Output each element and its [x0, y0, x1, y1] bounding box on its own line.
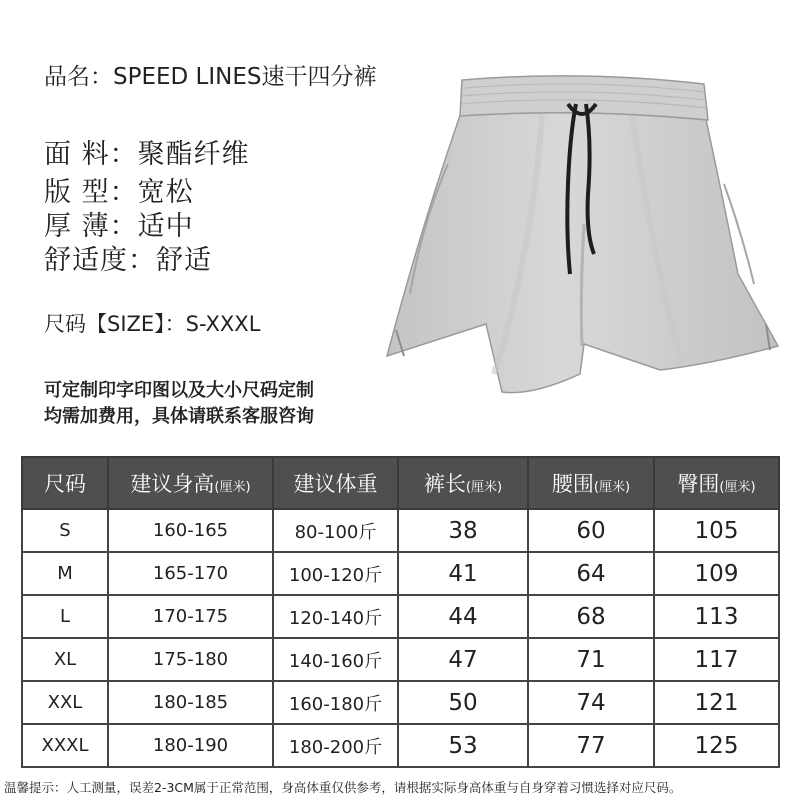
header-label: 建议身高	[130, 472, 215, 496]
header-unit: (厘米)	[719, 480, 756, 495]
custom-note-line-1: 可定制印字印图以及大小尺码定制	[44, 380, 314, 401]
cell-waist: 68	[528, 595, 654, 638]
cell-hip: 113	[654, 595, 779, 638]
cell-weight: 100-120斤	[273, 552, 398, 595]
gray-mesh-shorts-icon	[382, 74, 782, 404]
cell-height: 175-180	[108, 638, 273, 681]
cell-weight: 140-160斤	[273, 638, 398, 681]
header-height	[108, 457, 273, 509]
size-chart-header-row	[22, 457, 779, 509]
cell-weight: 180-200斤	[273, 724, 398, 767]
cell-size: XL	[22, 638, 108, 681]
spec-material	[44, 132, 250, 171]
header-label: 腰围	[551, 472, 594, 496]
table-row	[22, 638, 779, 681]
cell-weight: 80-100斤	[273, 509, 398, 552]
spec-value: 聚酯纤维	[137, 139, 250, 170]
header-label: 臀围	[677, 472, 720, 496]
cell-size: XXL	[22, 681, 108, 724]
measurement-notice: 温馨提示：人工测量，误差2-3CM属于正常范围，身高体重仅供参考，请根据实际身高体重与自身穿着习惯选择对应尺码。	[4, 780, 682, 795]
cell-waist: 71	[528, 638, 654, 681]
cell-size: XXXL	[22, 724, 108, 767]
cell-size: M	[22, 552, 108, 595]
table-row	[22, 724, 779, 767]
cell-hip: 109	[654, 552, 779, 595]
table-row	[22, 595, 779, 638]
spec-label: 厚 薄：	[44, 211, 138, 242]
cell-weight: 120-140斤	[273, 595, 398, 638]
cell-size: S	[22, 509, 108, 552]
cell-height: 170-175	[108, 595, 273, 638]
product-name: 品名：SPEED LINES速干四分裤	[44, 64, 377, 90]
header-unit: (厘米)	[593, 480, 631, 495]
cell-length: 47	[398, 638, 528, 681]
cell-height: 180-190	[108, 724, 273, 767]
spec-value: 适中	[137, 211, 194, 242]
cell-hip: 121	[654, 681, 779, 724]
cell-waist: 60	[528, 509, 654, 552]
cell-waist: 74	[528, 681, 654, 724]
cell-length: 44	[398, 595, 528, 638]
cell-size: L	[22, 595, 108, 638]
cell-length: 50	[398, 681, 528, 724]
cell-hip: 105	[654, 509, 779, 552]
header-length	[398, 457, 528, 509]
table-row	[22, 681, 779, 724]
cell-waist: 77	[528, 724, 654, 767]
header-size	[22, 457, 108, 509]
cell-height: 165-170	[108, 552, 273, 595]
cell-length: 41	[398, 552, 528, 595]
cell-height: 180-185	[108, 681, 273, 724]
cell-hip: 117	[654, 638, 779, 681]
spec-comfort	[44, 238, 212, 277]
cell-length: 53	[398, 724, 528, 767]
custom-note-line-2: 均需加费用，具体请联系客服咨询	[44, 406, 314, 427]
cell-weight: 160-180斤	[273, 681, 398, 724]
cell-hip: 125	[654, 724, 779, 767]
header-label: 裤长	[423, 472, 466, 496]
spec-label: 版 型：	[44, 177, 138, 208]
spec-value: 舒适	[156, 245, 212, 276]
header-unit: (厘米)	[214, 480, 251, 495]
header-label: 尺码	[44, 472, 86, 496]
size-chart-table	[21, 456, 780, 768]
cell-length: 38	[398, 509, 528, 552]
cell-waist: 64	[528, 552, 654, 595]
spec-label: 舒适度：	[44, 245, 156, 276]
table-row	[22, 509, 779, 552]
header-label: 建议体重	[293, 472, 378, 496]
header-waist	[528, 457, 654, 509]
spec-label: 面 料：	[44, 139, 138, 170]
header-unit: (厘米)	[465, 480, 503, 495]
spec-value: 宽松	[137, 177, 194, 208]
size-range: 尺码【SIZE】：S-XXXL	[44, 312, 261, 336]
header-weight	[273, 457, 398, 509]
cell-height: 160-165	[108, 509, 273, 552]
header-hip	[654, 457, 779, 509]
table-row	[22, 552, 779, 595]
